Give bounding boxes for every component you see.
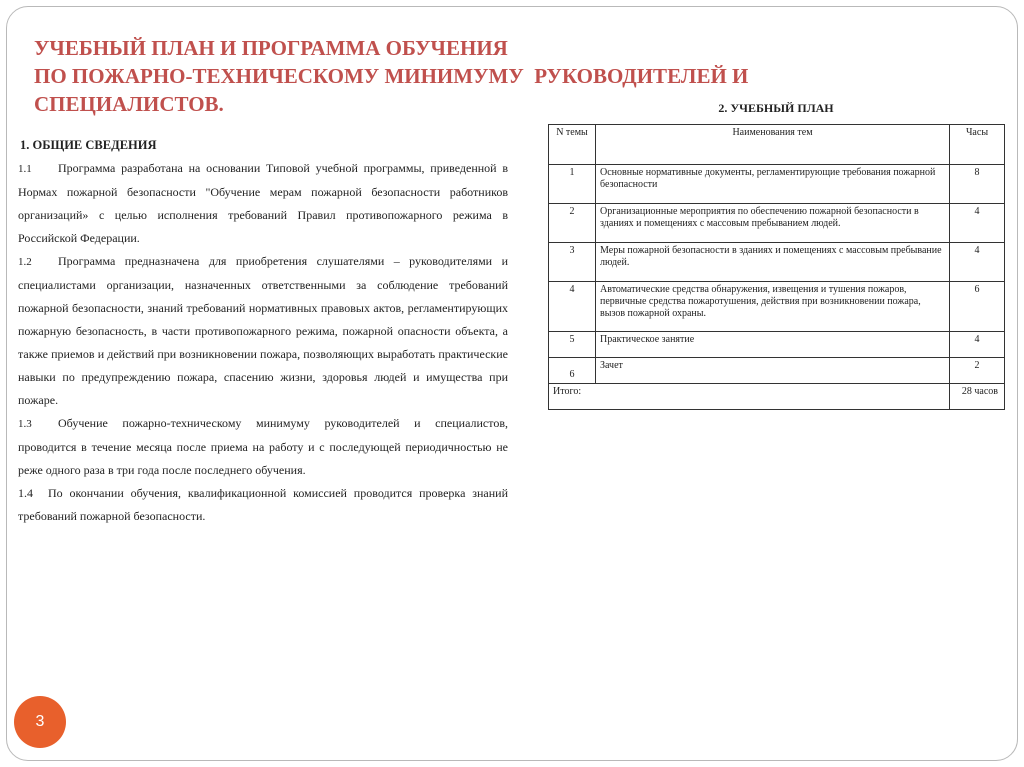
plan-section xyxy=(548,100,1004,410)
general-heading: 1. ОБЩИЕ СВЕДЕНИЯ xyxy=(20,138,157,152)
topic-number: 2 xyxy=(549,204,596,243)
paragraph-number: 1.4 xyxy=(18,486,33,500)
total-value: 28 часов xyxy=(961,386,998,397)
plan-table xyxy=(548,124,1005,410)
topic-number: 3 xyxy=(549,243,596,282)
topic-number: 4 xyxy=(549,282,596,332)
paragraph-text: Программа разработана на основании Типовой учебной программы, приведенной в Нормах пожарной безопасности "Обучение мерам пожарной безопасности работников организаций» с целью исполнения требований Правил противопожарного режима в Российской Федерации. xyxy=(18,161,508,245)
table-row xyxy=(549,165,1005,204)
topic-hours: 8 xyxy=(950,165,1005,204)
table-row xyxy=(549,358,1005,384)
topic-number: 5 xyxy=(549,332,596,358)
slide-title-line-1: УЧЕБНЫЙ ПЛАН И ПРОГРАММА ОБУЧЕНИЯ xyxy=(34,36,508,60)
general-section xyxy=(18,134,508,528)
table-header-row xyxy=(549,125,1005,165)
table-total-row xyxy=(549,384,1005,410)
topic-number: 1 xyxy=(549,165,596,204)
topic-hours: 4 xyxy=(950,332,1005,358)
table-row xyxy=(549,282,1005,332)
paragraph-1-3 xyxy=(18,412,508,482)
topic-name: Меры пожарной безопасности в зданиях и помещениях с массовым пребывание людей. xyxy=(596,243,950,282)
plan-heading: 2. УЧЕБНЫЙ ПЛАН xyxy=(718,101,834,115)
total-label xyxy=(549,384,950,410)
column-header-hours: Часы xyxy=(950,125,1005,165)
column-header-name: Наименования тем xyxy=(596,125,950,165)
topic-hours: 4 xyxy=(950,204,1005,243)
topic-hours: 4 xyxy=(950,243,1005,282)
column-header-number: N темы xyxy=(549,125,596,165)
topic-hours: 6 xyxy=(950,282,1005,332)
topic-name: Практическое занятие xyxy=(596,332,950,358)
table-row xyxy=(549,332,1005,358)
table-row xyxy=(549,204,1005,243)
paragraph-text: Обучение пожарно-техническому минимуму руководителей и специалистов, проводится в течение месяца после приема на работу и с последующей периодичностью не реже одного раза в три года после последнего обучения. xyxy=(18,416,508,477)
paragraph-1-1 xyxy=(18,157,508,250)
topic-name: Основные нормативные документы, регламентирующие требования пожарной безопасности xyxy=(596,165,950,204)
topic-name: Организационные мероприятия по обеспечению пожарной безопасности в зданиях и помещениях с массовым пребыванием людей. xyxy=(596,204,950,243)
page-number-badge: 3 xyxy=(14,696,66,748)
paragraph-1-4 xyxy=(18,482,508,528)
paragraph-text: Программа предназначена для приобретения слушателями – руководителями и специалистами организации, назначенных ответственными за соблюдение требований пожарной безопасности, знаний требований нормативных правовых актов, регламентирующих пожарную безопасность, в части противопожарного режима, пожарной опасности объекта, а также приемов и действий при возникновении пожара, позволяющих выработать практические навыки по предупреждению пожара, спасению жизни, здоровья людей и имущества при пожаре. xyxy=(18,254,508,407)
paragraph-number: 1.2 xyxy=(18,256,32,268)
topic-name: Зачет xyxy=(596,358,950,384)
paragraph-number: 1.3 xyxy=(18,418,32,430)
total-value-cell xyxy=(950,384,1005,410)
paragraph-number: 1.1 xyxy=(18,163,32,175)
slide-title-line-2: ПО ПОЖАРНО-ТЕХНИЧЕСКОМУ МИНИМУМУ РУКОВОДИТЕЛЕЙ И xyxy=(34,64,749,88)
table-row xyxy=(549,243,1005,282)
slide-title-line-3: СПЕЦИАЛИСТОВ. xyxy=(34,92,224,116)
paragraph-text: По окончании обучения, квалификационной комиссией проводится проверка знаний требований пожарной безопасности. xyxy=(18,486,508,523)
topic-name: Автоматические средства обнаружения, извещения и тушения пожаров, первичные средства пожаротушения, действия при возникновении пожара, вызов пожарной охраны. xyxy=(596,282,950,332)
total-label-text: Итого: xyxy=(553,386,582,397)
paragraph-1-2 xyxy=(18,250,508,412)
topic-number: 6 xyxy=(549,358,596,384)
topic-hours: 2 xyxy=(950,358,1005,384)
